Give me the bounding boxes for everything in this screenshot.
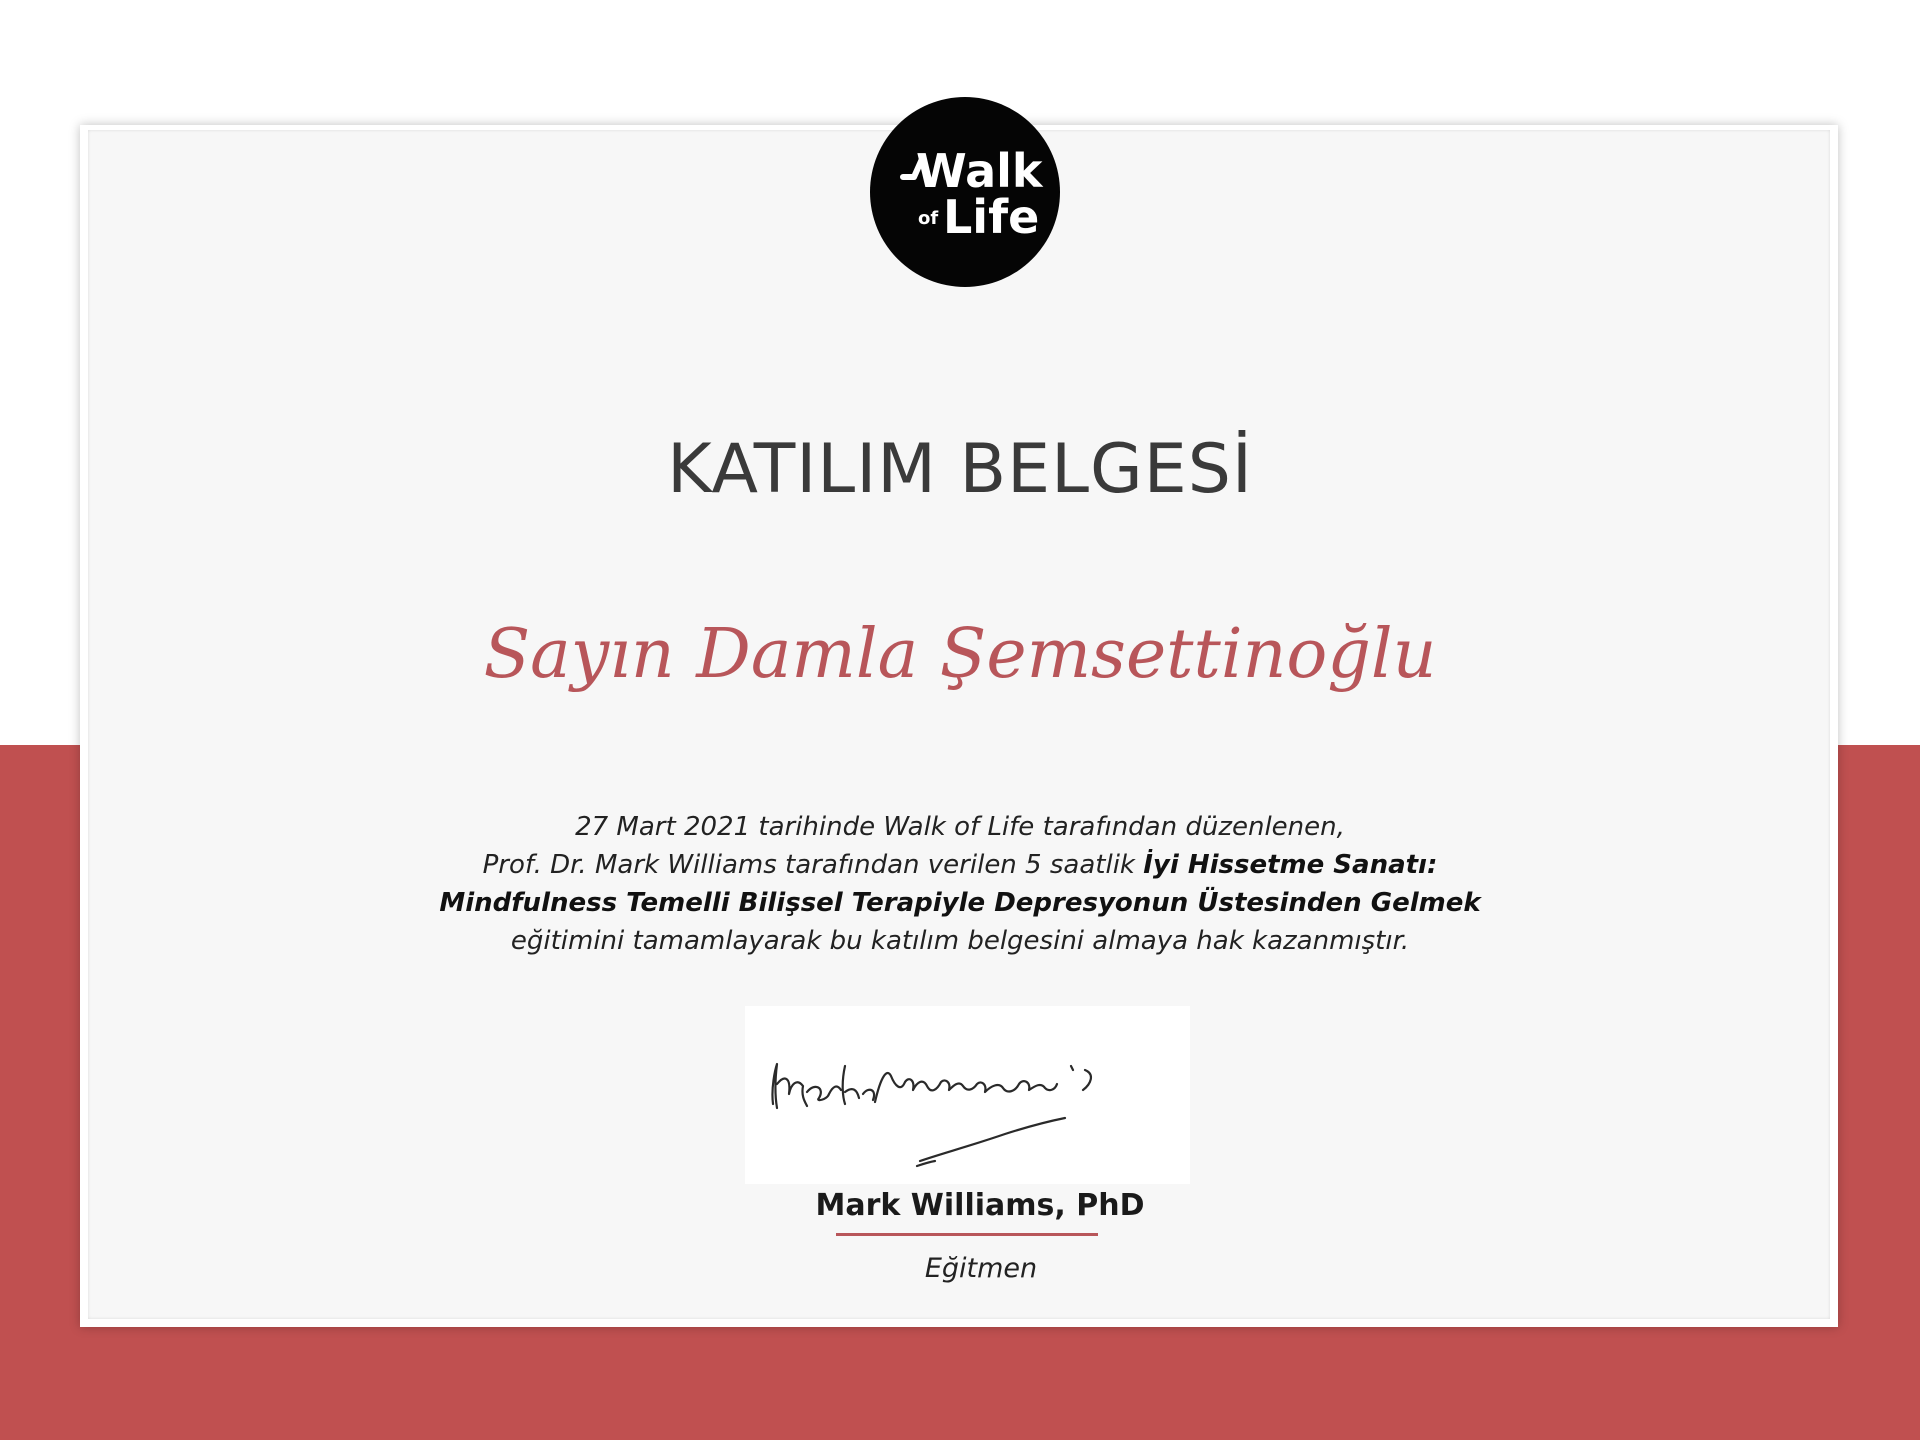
certificate-body [0,808,1920,960]
signature-image [745,1006,1190,1184]
body-line-2-prefix: Prof. Dr. Mark Williams tarafından verilen 5 saatlik [482,850,1144,880]
course-title-part-1: İyi Hissetme Sanatı: [1143,850,1438,880]
walk-of-life-logo [870,97,1060,287]
logo-text-life: Life [943,190,1040,244]
signatory-name: Mark Williams, PhD [815,1188,1145,1223]
logo-text-walk: Walk [916,144,1043,198]
body-line-1: 27 Mart 2021 tarihinde Walk of Life tarafından düzenlenen, [575,812,1345,842]
body-line-2 [0,846,1920,884]
course-title-part-2: Mindfulness Temelli Bilişsel Terapiyle Depresyonun Üstesinden Gelmek [439,888,1481,918]
signatory-role: Eğitmen [924,1253,1038,1284]
recipient-name: Sayın Damla Şemsettinoğlu [483,615,1437,694]
body-line-4: eğitimini tamamlayarak bu katılım belgesini almaya hak kazanmıştır. [510,926,1410,956]
logo-text-of: of [918,208,939,229]
signature-divider [836,1233,1098,1236]
body-line-3 [0,884,1920,922]
certificate-title: KATILIM BELGESİ [667,430,1253,509]
